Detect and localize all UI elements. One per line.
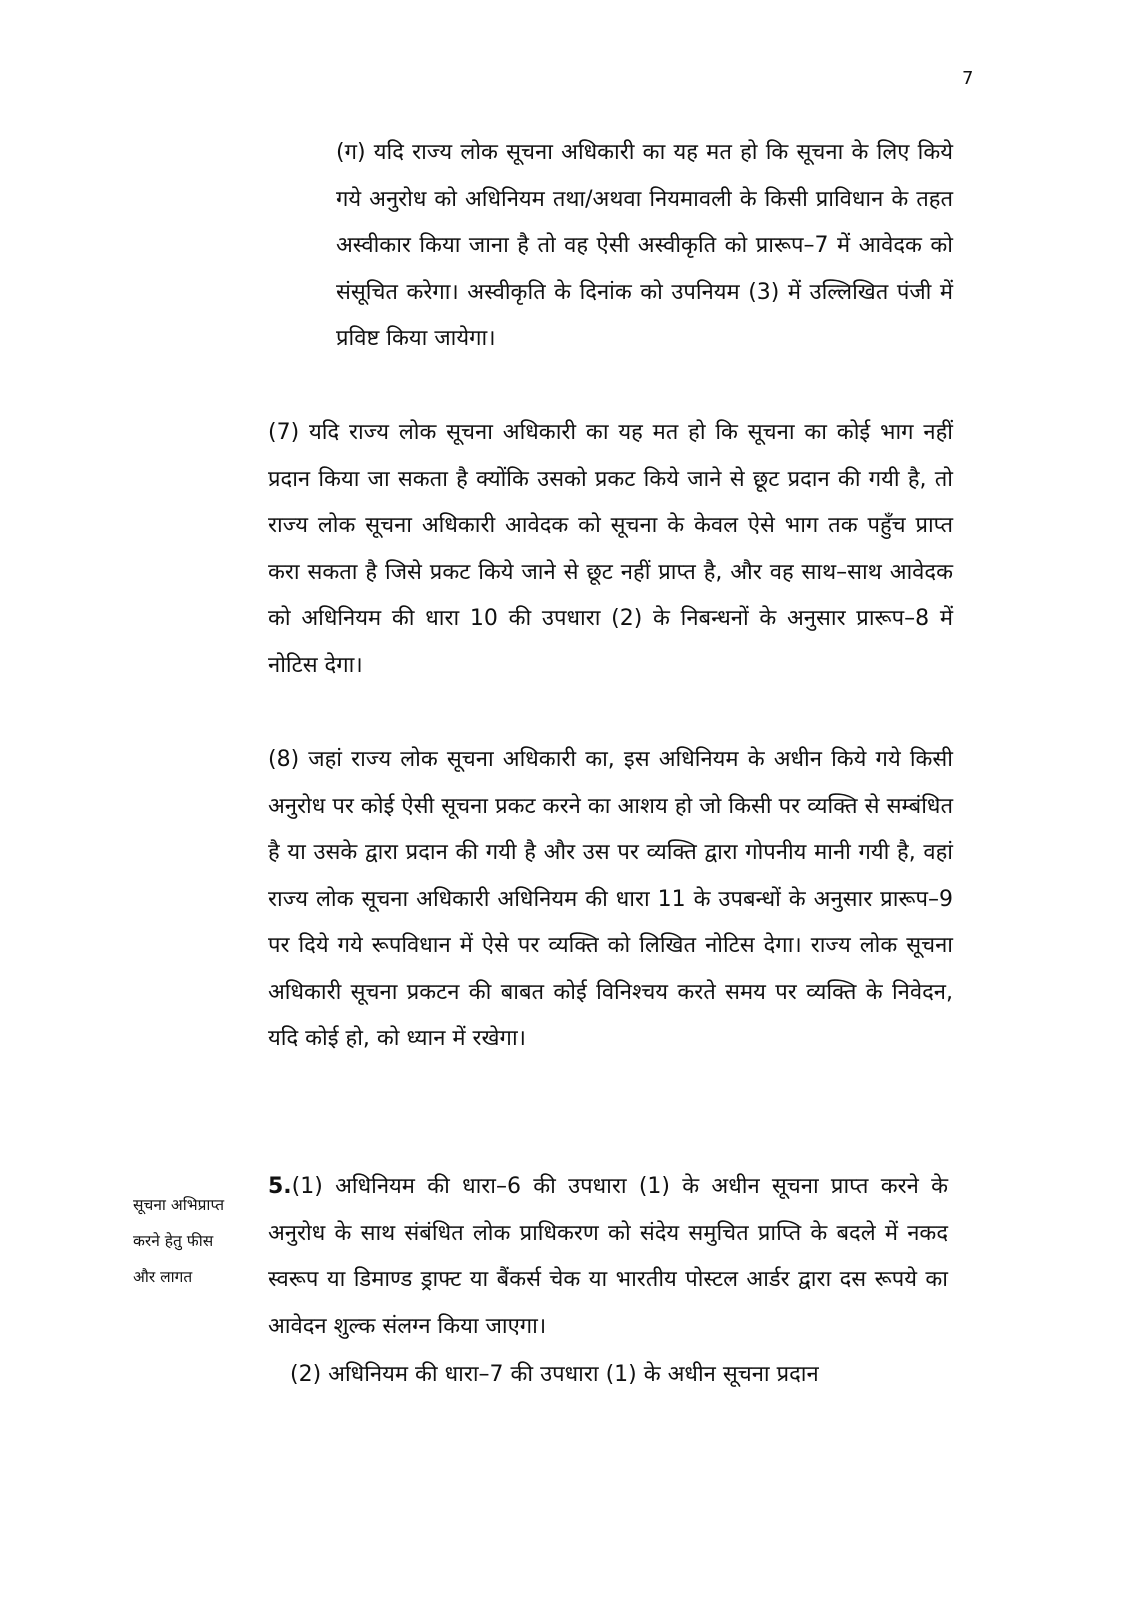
margin-note-line: और लागत [133, 1268, 193, 1286]
margin-note [133, 1187, 248, 1295]
margin-note-line: सूचना अभिप्राप्त [133, 1196, 225, 1214]
clause-8-paragraph: (8) जहां राज्य लोक सूचना अधिकारी का, इस अधिनियम के अधीन किये गये किसी अनुरोध पर कोई ऐसी सूचना प्रकट करने का आशय हो जो किसी पर व्यक्ति से सम्बंधित है या उसके द्वारा प्रदान की गयी है और उस पर व्यक्ति द्वारा गोपनीय मानी गयी है, वहां राज्य लोक सूचना अधिकारी अधिनियम की धारा 11 के उपबन्धों के अनुसार प्रारूप–9 पर दिये गये रूपविधान में ऐसे पर व्यक्ति को लिखित नोटिस देगा। राज्य लोक सूचना अधिकारी सूचना प्रकटन की बाबत कोई विनिश्चय करते समय पर व्यक्ति के निवेदन, यदि कोई हो, को ध्यान में रखेगा। [268, 747, 953, 1051]
clause-7-paragraph: (7) यदि राज्य लोक सूचना अधिकारी का यह मत हो कि सूचना का कोई भाग नहीं प्रदान किया जा सकता है क्योंकि उसको प्रकट किये जाने से छूट प्रदान की गयी है, तो राज्य लोक सूचना अधिकारी आवेदक को सूचना के केवल ऐसे भाग तक पहुँच प्राप्त करा सकता है जिसे प्रकट किये जाने से छूट नहीं प्राप्त है, और वह साथ–साथ आवेदक को अधिनियम की धारा 10 की उपधारा (2) के निबन्धनों के अनुसार प्रारूप–8 में नोटिस देगा। [268, 420, 953, 678]
clause-g-paragraph: (ग) यदि राज्य लोक सूचना अधिकारी का यह मत हो कि सूचना के लिए किये गये अनुरोध को अधिनियम तथा/अथवा नियमावली के किसी प्राविधान के तहत अस्वीकार किया जाना है तो वह ऐसी अस्वीकृति को प्रारूप–7 में आवेदक को संसूचित करेगा। अस्वीकृति के दिनांक को उपनियम (3) में उल्लिखित पंजी में प्रविष्ट किया जायेगा। [336, 140, 953, 351]
page-number: 7 [962, 68, 974, 89]
rule-5-subrule-1-text: (1) अधिनियम की धारा–6 की उपधारा (1) के अधीन सूचना प्राप्त करने के अनुरोध के साथ संबंधित लोक प्राधिकरण को संदेय समुचित प्राप्ति के बदले में नकद स्वरूप या डिमाण्ड ड्राफ्ट या बैंकर्स चेक या भारतीय पोस्टल आर्डर द्वारा दस रूपये का आवेदन शुल्क संलग्न किया जाएगा। [268, 1174, 948, 1339]
rule-5-subrule-2: (2) अधिनियम की धारा–7 की उपधारा (1) के अधीन सूचना प्रदान [290, 1362, 819, 1387]
rule-5-subrule-1 [268, 1164, 948, 1350]
margin-note-line: करने हेतु फीस [133, 1232, 214, 1250]
rule-5-number: 5. [268, 1174, 292, 1199]
